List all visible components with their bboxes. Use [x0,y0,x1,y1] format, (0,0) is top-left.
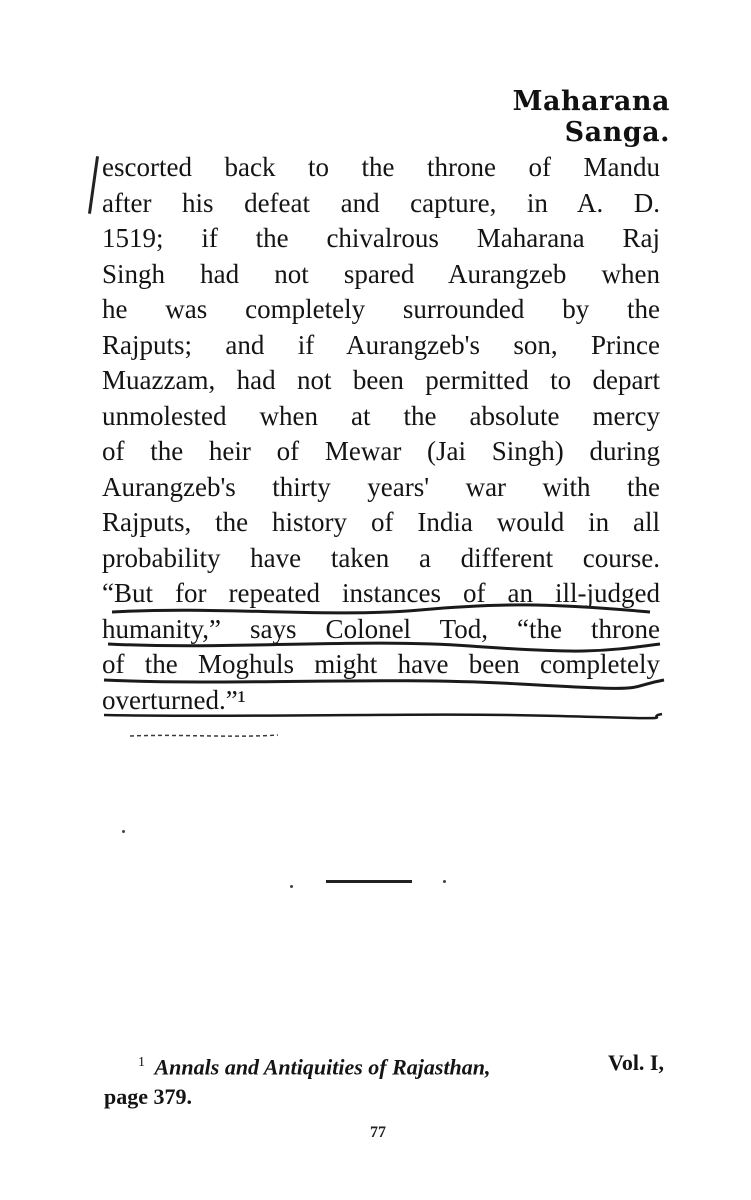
text-line: “But for repeated instances of an ill-judged [102,578,660,608]
text-line: after his defeat and capture, in A. D. [102,187,660,218]
text-line: Singh had not spared Aurangzeb when [102,258,660,289]
text-line: Rajputs; and if Aurangzeb's son, Prince [102,329,660,360]
print-speck [443,880,446,883]
text-line: Rajputs, the history of India would in all [102,507,660,537]
footnote-title: Annals and Antiquities of Rajasthan, [154,1054,491,1080]
footnote-line-1 [104,1048,664,1082]
text-line: overturned.”¹ [102,684,246,715]
section-divider [326,880,412,883]
text-line: Aurangzeb's thirty years' war with the [102,471,660,502]
text-line: humanity,” says Colonel Tod, “the throne [102,613,660,644]
underline-mark [130,735,278,736]
footnote [104,1048,664,1112]
footnote-marker: 1 [138,1055,145,1070]
text-line: escorted back to the throne of Mandu [102,152,660,182]
page-number: 77 [370,1124,386,1141]
text-line: of the Moghuls might have been completely [102,649,660,679]
text-line: unmolested when at the absolute mercy [102,400,660,431]
print-speck [122,830,125,833]
running-header: Maharana Sanga. [512,86,670,148]
footnote-volume: Vol. I, [607,1050,664,1075]
text-line: Muazzam, had not been permitted to depart [102,365,660,395]
text-line: of the heir of Mewar (Jai Singh) during [102,436,660,466]
text-line: he was completely surrounded by the [102,294,660,324]
margin-pencil-mark [88,156,99,214]
footnote-page-ref: page 379. [104,1084,192,1110]
text-line: 1519; if the chivalrous Maharana Raj [102,223,660,253]
print-speck [290,885,293,888]
text-line: probability have taken a different course. [102,542,660,573]
body-paragraph [102,150,660,718]
